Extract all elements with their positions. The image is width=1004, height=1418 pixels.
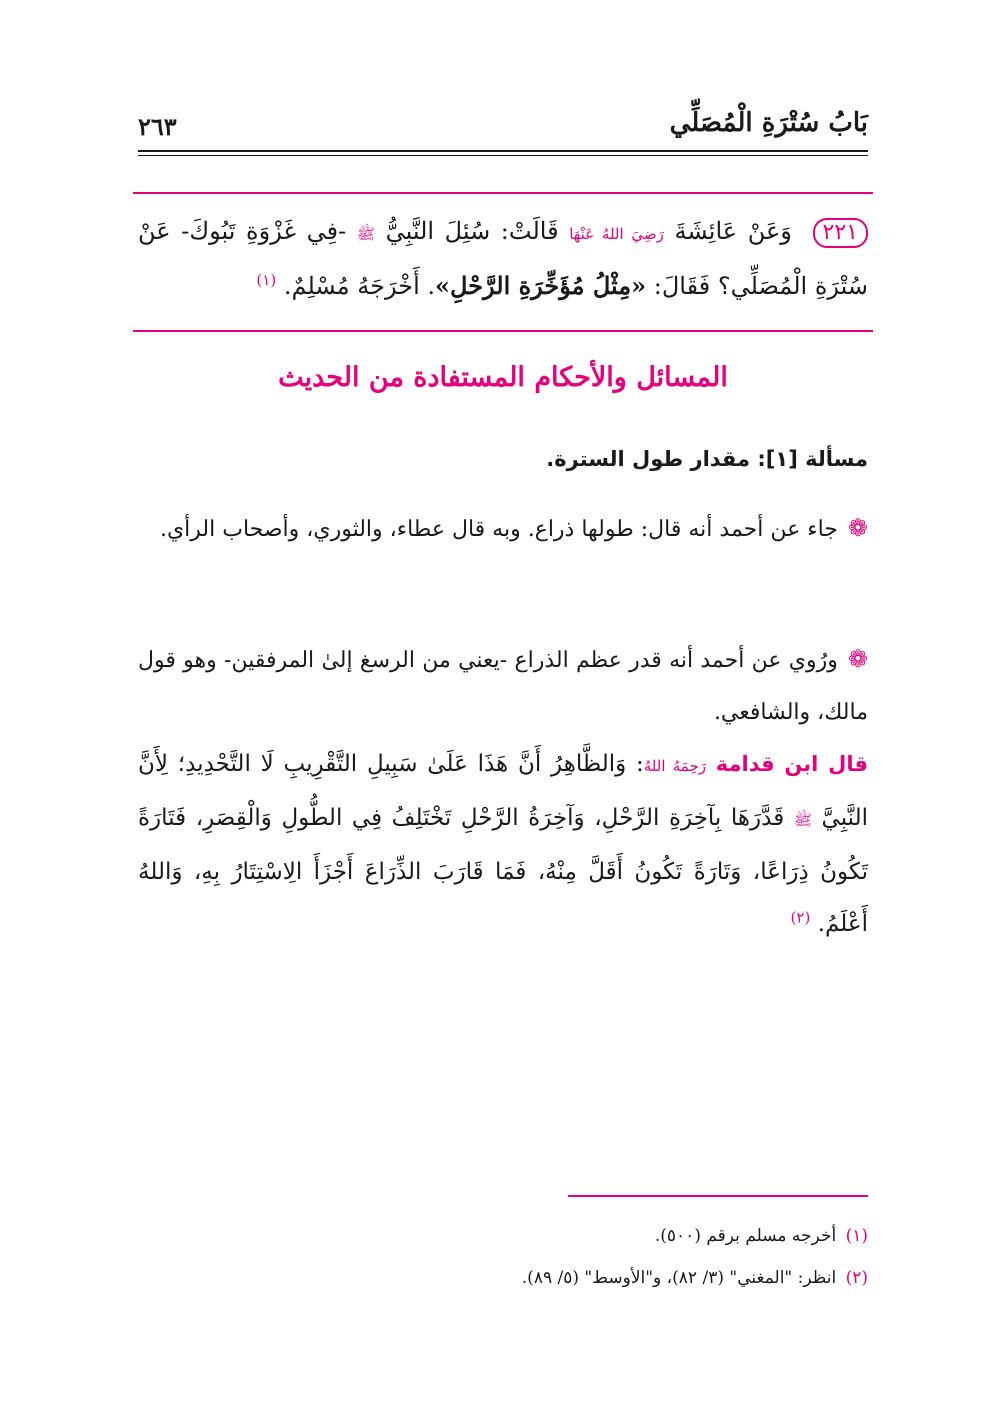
- running-header: [138, 108, 868, 148]
- footnote-1: [138, 1226, 868, 1246]
- paragraph-2: [138, 633, 868, 739]
- footnote-1-text: أخرجه مسلم برقم (٥٠٠).: [654, 1226, 837, 1246]
- page-number: ٢٦٣: [138, 112, 177, 141]
- paragraph-1: [138, 502, 868, 556]
- hadith-top-rule: [133, 192, 873, 194]
- footnote-2-text: انظر: "المغني" (٣/ ٨٢)، و"الأوسط" (٥/ ٨٩).: [521, 1268, 837, 1288]
- footnote-2: [138, 1268, 868, 1288]
- salla-honorific: ﷺ: [356, 225, 375, 243]
- section-title: المسائل والأحكام المستفادة من الحديث: [278, 362, 728, 393]
- footnote-ref-2[interactable]: (٢): [790, 908, 811, 927]
- footnote-rule: [568, 1195, 868, 1197]
- hadith-part1: وَعَنْ عَائِشَةَ: [674, 217, 792, 245]
- rahim-honorific: رَحِمَهُ اللهُ: [643, 757, 706, 775]
- hadith-text: [138, 205, 868, 312]
- header-rule-thick: [138, 150, 868, 152]
- ibn-qudama-quote: [138, 738, 868, 950]
- paragraph-2-text: ورُوي عن أحمد أنه قدر عظم الذراع -يعني من الرسغ إلىٰ المرفقين- وهو قول مالك، والشافعي.: [138, 648, 868, 725]
- hadith-part4: . أَخْرَجَهُ مُسْلِمٌ.: [283, 272, 435, 300]
- hadith-part3: -فِي غَزْوَةِ تَبُوكَ- عَنْ سُتْرَةِ الْمُصَلِّي؟ فَقَالَ:: [138, 217, 868, 300]
- footnote-2-number: (٢): [845, 1268, 868, 1288]
- hadith-quote: «مِثْلُ مُؤَخِّرَةِ الرَّحْلِ»: [435, 271, 647, 300]
- hadith-number: ٢٢١: [813, 218, 868, 248]
- hadith-bottom-rule: [133, 330, 873, 332]
- chapter-title: بَابُ سُتْرَةِ الْمُصَلِّي: [669, 108, 868, 138]
- paragraph-1-text: جاء عن أحمد أنه قال: طولها ذراع. وبه قال عطاء، والثوري، وأصحاب الرأي.: [159, 517, 838, 542]
- masala-heading: [138, 447, 868, 471]
- ibn-qudama-name: قال ابن قدامة: [715, 752, 869, 776]
- flower-bullet-icon: ❁: [847, 514, 868, 542]
- masala-label: مسألة [١]:: [757, 447, 868, 471]
- footnote-1-number: (١): [845, 1226, 868, 1246]
- flower-bullet-icon: ❁: [847, 645, 868, 673]
- radi-honorific: رَضِيَ اللهُ عَنْهَا: [569, 225, 664, 243]
- quote-text-1: : وَالظَّاهِرُ أَنَّ هَذَا عَلَىٰ سَبِيلِ التَّقْرِيبِ لَا التَّحْدِيدِ؛ لِأَنَّ النَّبِيَّ: [138, 751, 868, 831]
- hadith-part2: قَالَتْ: سُئِلَ النَّبِيُّ: [385, 217, 559, 245]
- footnote-ref-1[interactable]: (١): [256, 271, 277, 289]
- quote-text-2: قَدَّرَهَا بِآخِرَةِ الرَّحْلِ، وَآخِرَةُ الرَّحْلِ تَخْتَلِفُ فِي الطُّولِ وَالْقِصَرِ، فَتَارَةً تَكُونُ ذِرَاعًا، وَتَارَةً تَكُونُ أَقَلَّ مِنْهُ، فَمَا قَارَبَ الذِّرَاعَ أَجْزَأَ الِاسْتِتَارُ بِهِ، وَاللهُ أَعْلَمُ.: [138, 805, 868, 937]
- salla-honorific-2: ﷺ: [793, 811, 812, 829]
- header-rule-thin: [138, 155, 868, 156]
- masala-title: مقدار طول السترة.: [546, 447, 751, 471]
